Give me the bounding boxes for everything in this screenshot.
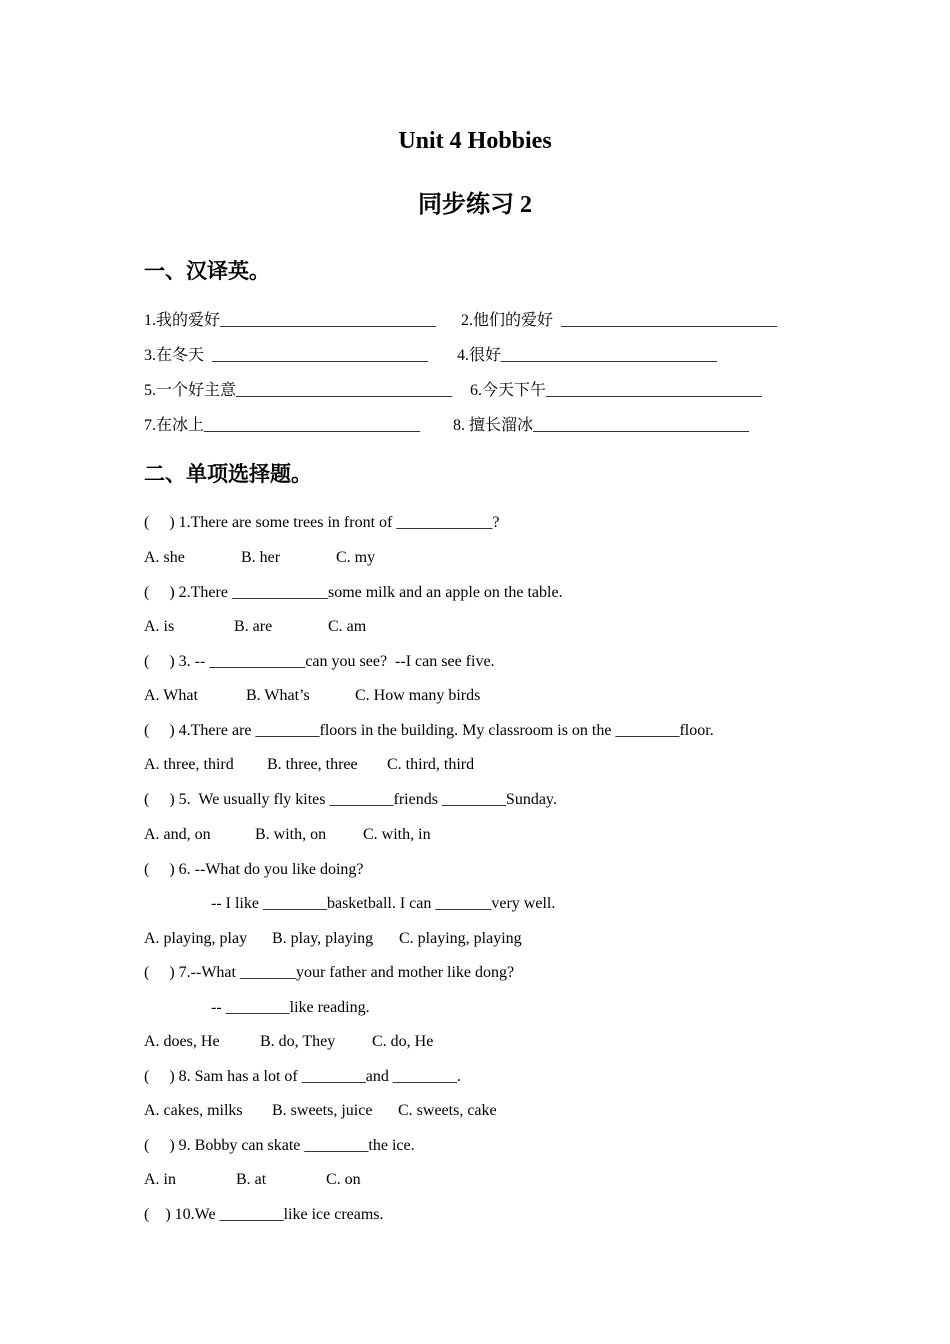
q2-option-c: C. am bbox=[328, 618, 367, 635]
q8-option-c: C. sweets, cake bbox=[398, 1102, 497, 1119]
question-7: ( ) 7.--What _______your father and mother like dong? bbox=[144, 964, 515, 981]
q9-option-b: B. at bbox=[236, 1171, 267, 1188]
translation-item-6: 6.今天下午___________________________ bbox=[470, 382, 763, 399]
q5-option-b: B. with, on bbox=[255, 826, 327, 843]
q7-option-a: A. does, He bbox=[144, 1033, 220, 1050]
q3-option-b: B. What’s bbox=[246, 687, 310, 704]
question-3: ( ) 3. -- ____________can you see? --I can see five. bbox=[144, 653, 495, 670]
question-4: ( ) 4.There are ________floors in the building. My classroom is on the ________floor. bbox=[144, 722, 714, 739]
q4-option-b: B. three, three bbox=[267, 756, 358, 773]
q8-option-a: A. cakes, milks bbox=[144, 1102, 243, 1119]
translation-item-5: 5.一个好主意___________________________ bbox=[144, 382, 453, 399]
q5-option-a: A. and, on bbox=[144, 826, 211, 843]
q6-option-b: B. play, playing bbox=[272, 930, 374, 947]
section-heading-translation: 一、汉译英。 bbox=[144, 259, 270, 283]
question-9: ( ) 9. Bobby can skate ________the ice. bbox=[144, 1137, 415, 1154]
q7-option-b: B. do, They bbox=[260, 1033, 336, 1050]
q4-option-c: C. third, third bbox=[387, 756, 475, 773]
q1-option-a: A. she bbox=[144, 549, 185, 566]
q2-option-a: A. is bbox=[144, 618, 175, 635]
translation-item-8: 8. 擅长溜冰___________________________ bbox=[453, 417, 750, 434]
question-8: ( ) 8. Sam has a lot of ________and ________. bbox=[144, 1068, 461, 1085]
q6-option-c: C. playing, playing bbox=[399, 930, 522, 947]
question-10: ( ) 10.We ________like ice creams. bbox=[144, 1206, 384, 1223]
page-title: Unit 4 Hobbies bbox=[398, 128, 552, 154]
q9-option-a: A. in bbox=[144, 1171, 176, 1188]
section-heading-choice: 二、单项选择题。 bbox=[144, 462, 312, 486]
question-1: ( ) 1.There are some trees in front of ____________? bbox=[144, 514, 500, 531]
q3-option-a: A. What bbox=[144, 687, 198, 704]
question-7-reply: -- ________like reading. bbox=[211, 999, 370, 1016]
translation-item-4: 4.很好___________________________ bbox=[457, 347, 718, 364]
q4-option-a: A. three, third bbox=[144, 756, 234, 773]
page-subtitle: 同步练习 2 bbox=[418, 192, 532, 218]
question-2: ( ) 2.There ____________some milk and an apple on the table. bbox=[144, 584, 563, 601]
q6-option-a: A. playing, play bbox=[144, 930, 248, 947]
q7-option-c: C. do, He bbox=[372, 1033, 434, 1050]
question-5: ( ) 5. We usually fly kites ________friends ________Sunday. bbox=[144, 791, 557, 808]
translation-item-3: 3.在冬天 ___________________________ bbox=[144, 347, 429, 364]
question-6: ( ) 6. --What do you like doing? bbox=[144, 861, 364, 878]
q2-option-b: B. are bbox=[234, 618, 273, 635]
translation-item-1: 1.我的爱好___________________________ bbox=[144, 312, 437, 329]
q5-option-c: C. with, in bbox=[363, 826, 431, 843]
q1-option-c: C. my bbox=[336, 549, 376, 566]
q1-option-b: B. her bbox=[241, 549, 281, 566]
translation-item-7: 7.在冰上___________________________ bbox=[144, 417, 421, 434]
q3-option-c: C. How many birds bbox=[355, 687, 481, 704]
q8-option-b: B. sweets, juice bbox=[272, 1102, 373, 1119]
question-6-reply: -- I like ________basketball. I can _______very well. bbox=[211, 895, 556, 912]
q9-option-c: C. on bbox=[326, 1171, 361, 1188]
translation-item-2: 2.他们的爱好 ___________________________ bbox=[461, 312, 778, 329]
